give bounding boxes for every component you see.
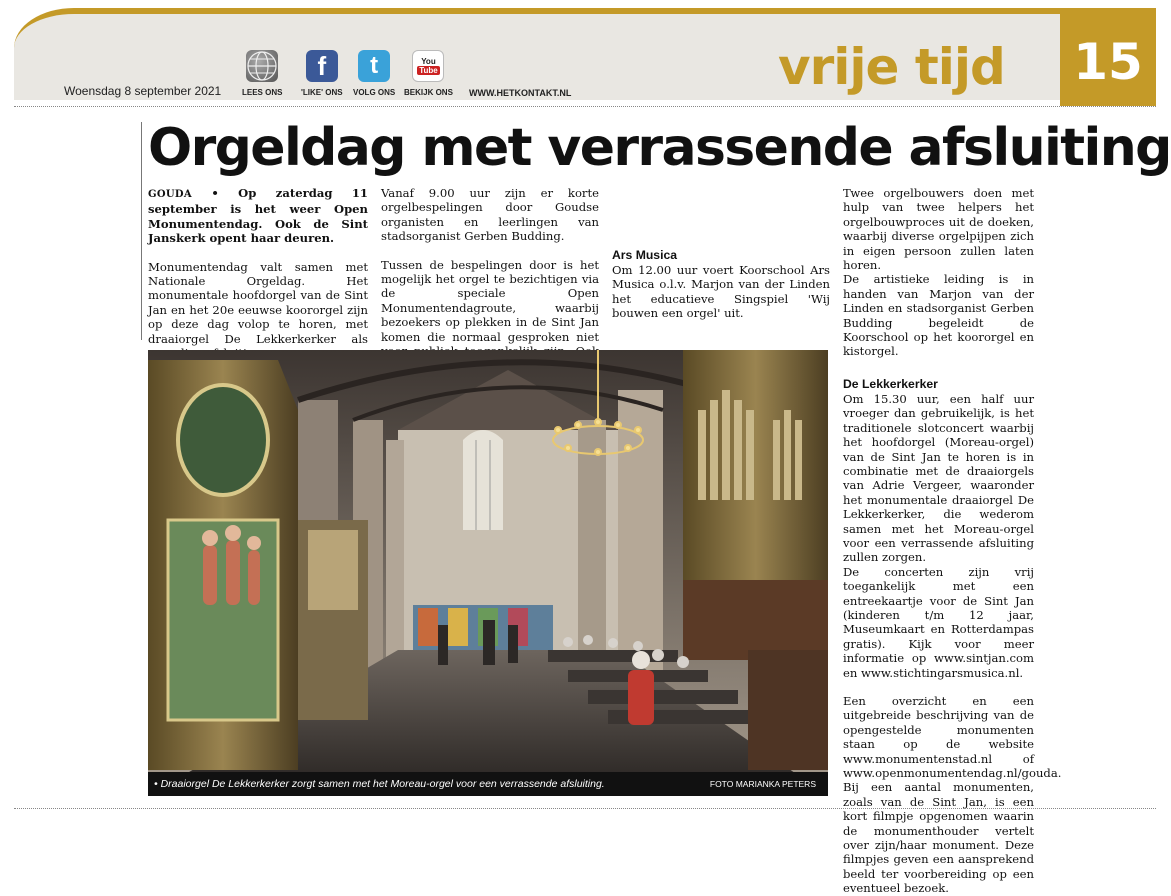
section-title: vrije tijd [778,38,1005,96]
lead-paragraph [148,186,368,246]
paragraph: De concerten zijn vrij toegankelijk met een entreekaartje voor de Sint Jan (kinderen t/m 12 jaar, Museumkaart en Rotterdampas gratis). Kijk voor meer informatie op www.sintjan.com en www.stichtingarsmusica.nl. [843,564,1034,680]
article-column-3 [612,186,830,321]
subhead-lekkerkerker: De Lekkerkerker [843,376,938,391]
photo-caption: • Draaiorgel De Lekkerkerker zorgt samen met het Moreau-orgel voor een verrassende afsluiting. [154,778,605,790]
paragraph: Om 12.00 uur voert Koorschool Ars Musica o.l.v. Marjon van der Linden het educatieve Singspiel 'Wij bouwen een orgel' uit. [612,263,830,321]
social-label: LEES ONS [242,88,283,97]
twitter-icon: t [358,50,390,82]
church-interior-photo [148,350,828,796]
photo-credit: FOTO MARIANKA PETERS [709,779,816,789]
article-column-4 [843,186,1062,896]
social-label: VOLG ONS [353,88,396,97]
paragraph: Een overzicht en een uitgebreide beschrijving van de opengestelde monumenten staan op de website www.monumentenstad.nl of www.openmonumentendag.nl/gouda. Bij een aantal monumenten, zoals van de Sint Jan, is een kort filmpje opgenomen waarin de monumenthouder vertelt over zijn/haar monument. Deze filmpjes geven een aansprekend beeld ter voorbereiding op een eventueel bezoek. [843,694,1062,896]
social-bekijk-ons[interactable] [404,50,453,97]
paragraph: Vanaf 9.00 uur zijn er korte orgelbespelingen door Goudse organisten en leerlingen van stadsorganist Gerben Budding. [381,186,599,244]
social-lees-ons[interactable] [242,50,282,97]
paragraph: De artistieke leiding is in handen van Marjon van der Linden en stadsorganist Gerben Budding begeleidt de Koorschool op het koororgel en kistorgel. [843,272,1034,359]
subhead-ars-musica: Ars Musica [612,248,678,262]
lead-text: • Op zaterdag 11 september is het weer Open Monumentendag. Ook de Sint Janskerk opent haar deuren. [148,186,368,246]
masthead [14,8,1156,100]
facebook-icon: f [306,50,338,82]
page-number: 15 [1060,14,1156,106]
paragraph: Monumentendag valt samen met Nationale Orgeldag. Het monumentale hoofdorgel van de Sint Jan en het 20e eeuwse koororgel zijn op deze dag volop te horen, met draaiorgel De Lekkerkerker als [148,259,368,346]
article-headline: Orgeldag met verrassende afsluiting [148,118,1171,178]
youtube-icon [412,50,444,82]
bottom-divider [14,808,1156,809]
social-volg-ons[interactable] [353,50,395,97]
col2-overflow-spacer [612,186,830,244]
social-like-ons[interactable] [301,50,343,97]
issue-date: Woensdag 8 september 2021 [64,84,222,98]
paragraph: Twee orgelbouwers doen met hulp van twee helpers het orgelbouwproces uit de doeken, waarbij diverse orgelpijpen zich in eigen persoon zullen laten horen. [843,186,1034,273]
social-label: 'LIKE' ONS [301,88,343,97]
youtube-text-bottom: Tube [419,66,438,75]
globe-icon [246,50,278,82]
photo-caption-bar [148,772,828,796]
top-divider [14,106,1156,107]
article-column-1 [148,186,368,360]
paragraph: Tussen de bespelingen door is het mogelijk het orgel te bezichtigen via de speciale Open Monumentendagroute, waarbij bezoekers op plekken in de Sint Jan komen die normaal gesproken niet [381,257,599,344]
website-link[interactable]: WWW.HETKONTAKT.NL [469,88,572,98]
youtube-text-top: You [421,57,436,66]
vertical-divider [141,122,142,340]
social-label: BEKIJK ONS [404,88,453,97]
photo-illustration [148,350,828,796]
dateline-place: GOUDA [148,189,192,200]
paragraph: Om 15.30 uur, een half uur vroeger dan gebruikelijk, is het traditionele slotconcert waarbij het hoofdorgel (Moreau-orgel) van de Sint Jan te horen is in combinatie met de draaiorgels van Adrie Vergeer, waaronder het monumentale draaiorgel De Lekkerkerker, die wederom samen met het Moreau-orgel voor een verrassende afsluiting zullen zorgen. [843,391,1034,565]
